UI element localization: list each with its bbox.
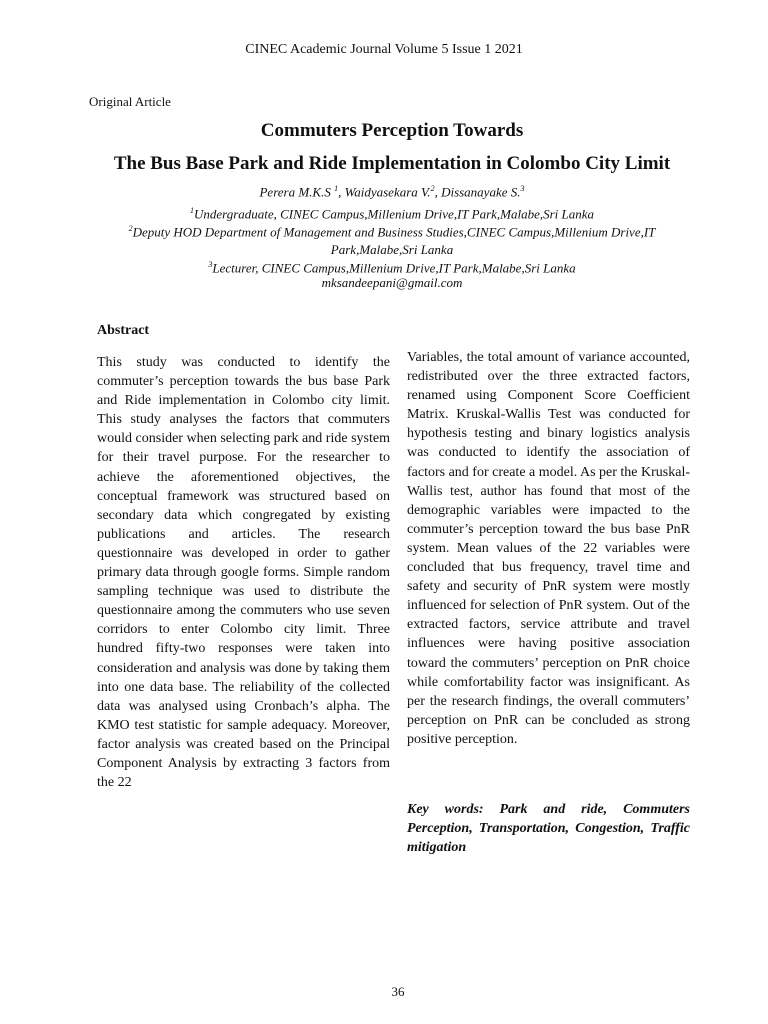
journal-header: CINEC Academic Journal Volume 5 Issue 1 2021	[245, 42, 523, 57]
author-1-affiliation-mark: 1	[334, 184, 339, 193]
author-2-name: Waidyasekara V.	[344, 184, 431, 200]
author-list	[0, 184, 768, 200]
author-1-name: Perera M.K.S	[259, 184, 335, 200]
abstract-heading: Abstract	[97, 323, 150, 338]
affiliation-3-mark: 3	[208, 260, 213, 269]
keywords: Key words: Park and ride, Commuters Perception, Transportation, Congestion, Traffic mitigation	[407, 802, 690, 856]
affiliation-2-mark: 2	[128, 224, 133, 233]
author-2-affiliation-mark: 2	[430, 184, 435, 193]
article-title-line-2: The Bus Base Park and Ride Implementation in Colombo City Limit	[113, 153, 671, 174]
affiliation-2	[96, 220, 688, 258]
affiliation-1-text: Undergraduate, CINEC Campus,Millenium Drive,IT Park,Malabe,Sri Lanka	[193, 206, 595, 222]
affiliation-1-mark: 1	[189, 206, 194, 215]
abstract-right-column: Variables, the total amount of variance accounted, redistributed over the three extracted factors, renamed using Component Score Coefficient Matrix. Kruskal-Wallis Test was conducted for hypothesis testing and binary logistics analysis was conducted to identify the association of factors and for create a model. As per the Kruskal-Wallis test, author has found that most of the demographic variables were impacted to the commuter’s perception toward the bus base PnR system. Mean values of the 22 variables were concluded that bus frequency, travel time and safety and security of PnR system were mostly influenced for selection of PnR system. Out of the extracted factors, service attribute and travel influences were having positive association toward the commuters’ perception on PnR choice while comfortability factor was insignificant. As per the research findings, the overall commuters’ perception on PnR can be concluded as strong positive perception.	[407, 350, 690, 747]
affiliation-2-text: Deputy HOD Department of Management and Business Studies,CINEC Campus,Millenium Drive,IT Park,Malabe,Sri Lanka	[132, 224, 656, 257]
abstract-left-column: This study was conducted to identify the commuter’s perception towards the bus base Park and Ride implementation in Colombo city limit. This study analyses the factors that commuters would consider when selecting park and ride system for their travel purpose. For the researcher to achieve the aforementioned objectives, the conceptual framework was structured based on secondary data which congregated by existing publications and articles. The research questionnaire was developed in order to gather primary data through google forms. Simple random sampling technique was used to distribute the questionnaire among the commuters who use seven corridors to enter Colombo city limit. Three hundred fifty-two responses were taken into consideration and analysis was done by taking them into one data base. The reliability of the collected data was analysed using Cronbach’s alpha. The KMO test statistic for sample adequacy. Moreover, factor analysis was created based on the Principal Component Analysis by extracting 3 factors from the 22	[97, 355, 390, 791]
author-separator: ,	[338, 184, 345, 200]
article-title-line-1: Commuters Perception Towards	[260, 120, 524, 141]
page-number: 36	[391, 984, 405, 999]
affiliation-3-text: Lecturer, CINEC Campus,Millenium Drive,IT Park,Malabe,Sri Lanka	[212, 260, 576, 276]
author-3-name: Dissanayake S.	[441, 184, 521, 200]
contact-email: mksandeepani@gmail.com	[321, 275, 463, 290]
author-3-affiliation-mark: 3	[520, 184, 525, 193]
article-type-label: Original Article	[89, 94, 171, 109]
author-separator: ,	[434, 184, 442, 200]
